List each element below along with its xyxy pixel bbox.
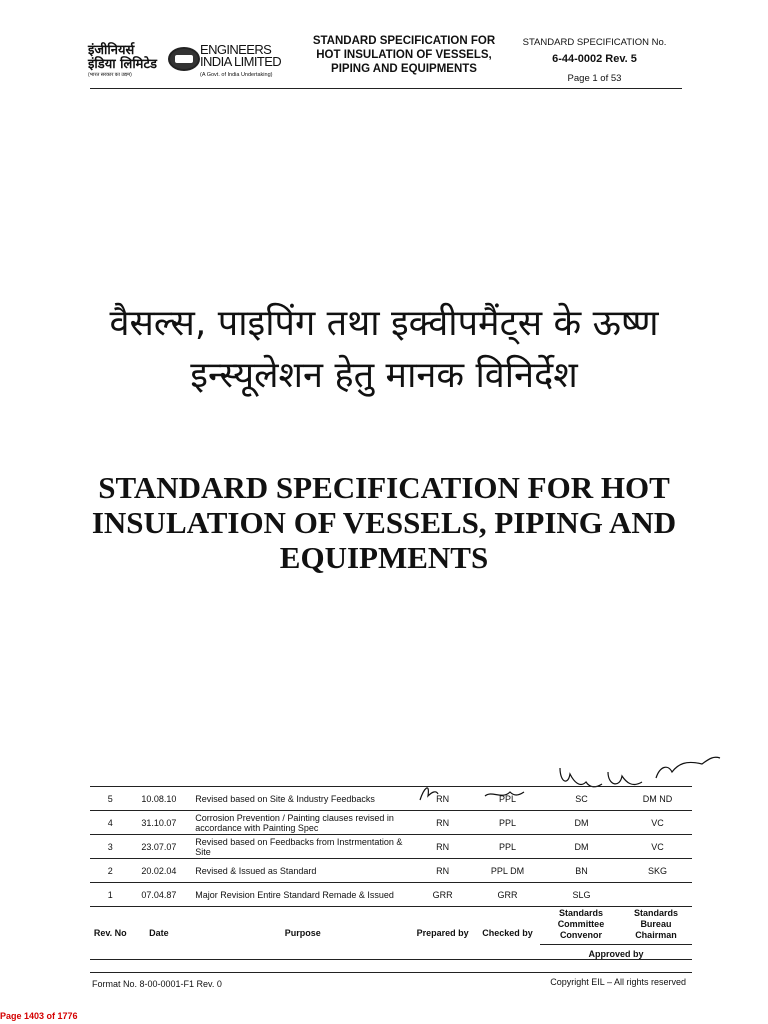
revision-cell-rev: 4	[90, 811, 131, 835]
spec-number: 6-44-0002 Rev. 5	[552, 53, 637, 65]
revision-cell-bureau: SKG	[623, 859, 692, 883]
revision-cell-purpose: Revised based on Feedbacks from Instrmentation & Site	[187, 835, 410, 859]
revision-cell-date: 20.02.04	[131, 859, 188, 883]
revision-cell-prepared: RN	[410, 859, 475, 883]
revision-cell-checked: PPL	[475, 811, 540, 835]
footer-divider	[90, 972, 692, 973]
spec-number-label: STANDARD SPECIFICATION No.	[522, 37, 667, 48]
revision-cell-sc: SLG	[540, 883, 623, 907]
revision-cell-purpose: Revised & Issued as Standard	[187, 859, 410, 883]
revision-cell-prepared: GRR	[410, 883, 475, 907]
revision-cell-sc: BN	[540, 859, 623, 883]
revision-row	[90, 883, 692, 907]
revision-header-date: Date	[131, 907, 188, 960]
revision-header-approved: Approved by	[540, 944, 692, 959]
company-logo	[88, 44, 298, 80]
revision-cell-date: 10.08.10	[131, 787, 188, 811]
revision-cell-prepared: RN	[410, 835, 475, 859]
header-title: STANDARD SPECIFICATION FOR HOT INSULATION OF VESSELS, PIPING AND EQUIPMENTS	[312, 35, 496, 75]
revision-header-approved-group	[540, 907, 692, 960]
english-title: STANDARD SPECIFICATION FOR HOT INSULATION OF VESSELS, PIPING AND EQUIPMENTS	[91, 470, 677, 575]
revision-header-bureau: Standards Bureau Chairman	[633, 907, 678, 940]
revision-row	[90, 835, 692, 859]
revision-header-prepared: Prepared by	[410, 907, 475, 960]
revision-cell-checked: PPL DM	[475, 859, 540, 883]
logo-english-text: ENGINEERS INDIA LIMITED	[200, 42, 282, 69]
revision-cell-date: 07.04.87	[131, 883, 188, 907]
revision-header-checked: Checked by	[475, 907, 540, 960]
revision-header-row	[90, 907, 692, 960]
logo-hindi-text: इंजीनियर्स इंडिया लिमिटेड	[88, 43, 157, 72]
logo-sub-hindi: (भारत सरकार का उद्यम)	[88, 72, 132, 78]
format-number: Format No. 8-00-0001-F1 Rev. 0	[92, 979, 222, 989]
revision-cell-date: 31.10.07	[131, 811, 188, 835]
eil-emblem-icon	[168, 47, 200, 71]
revision-cell-purpose: Corrosion Prevention / Painting clauses revised in accordance with Painting Spec	[187, 811, 410, 835]
page-stamp: Page 1403 of 1776	[0, 1011, 78, 1021]
revision-cell-rev: 1	[90, 883, 131, 907]
header-divider	[90, 88, 682, 89]
revision-cell-rev: 5	[90, 787, 131, 811]
revision-row	[90, 811, 692, 835]
revision-cell-purpose: Major Revision Entire Standard Remade & Issued	[187, 883, 410, 907]
revision-cell-date: 23.07.07	[131, 835, 188, 859]
revision-cell-sc: DM	[540, 835, 623, 859]
revision-cell-bureau: VC	[623, 835, 692, 859]
revision-cell-bureau: VC	[623, 811, 692, 835]
revision-cell-prepared: RN	[410, 811, 475, 835]
copyright-notice: Copyright EIL – All rights reserved	[550, 977, 686, 987]
hindi-title: वैसल्स, पाइपिंग तथा इक्वीपमैंट्स के ऊष्ण इन्स्यूलेशन हेतु मानक विनिर्देश	[109, 303, 659, 396]
revision-cell-sc: SC	[540, 787, 623, 811]
revision-cell-rev: 2	[90, 859, 131, 883]
revision-cell-checked: GRR	[475, 883, 540, 907]
revision-cell-sc: DM	[540, 811, 623, 835]
revision-header-rev: Rev. No	[90, 907, 131, 960]
revision-row	[90, 859, 692, 883]
revision-cell-rev: 3	[90, 835, 131, 859]
revision-cell-purpose: Revised based on Site & Industry Feedbacks	[187, 787, 410, 811]
revision-cell-bureau: DM ND	[623, 787, 692, 811]
logo-sub-english: (A Govt. of India Undertaking)	[200, 72, 273, 78]
revision-cell-checked: PPL	[475, 787, 540, 811]
page-indicator: Page 1 of 53	[567, 73, 622, 84]
revision-cell-prepared: RN	[410, 787, 475, 811]
revision-header-sc: Standards Committee Convenor	[557, 907, 605, 940]
revision-row	[90, 787, 692, 811]
revision-cell-checked: PPL	[475, 835, 540, 859]
revision-cell-bureau	[623, 883, 692, 907]
revision-header-purpose: Purpose	[187, 907, 410, 960]
revision-table	[90, 786, 692, 960]
